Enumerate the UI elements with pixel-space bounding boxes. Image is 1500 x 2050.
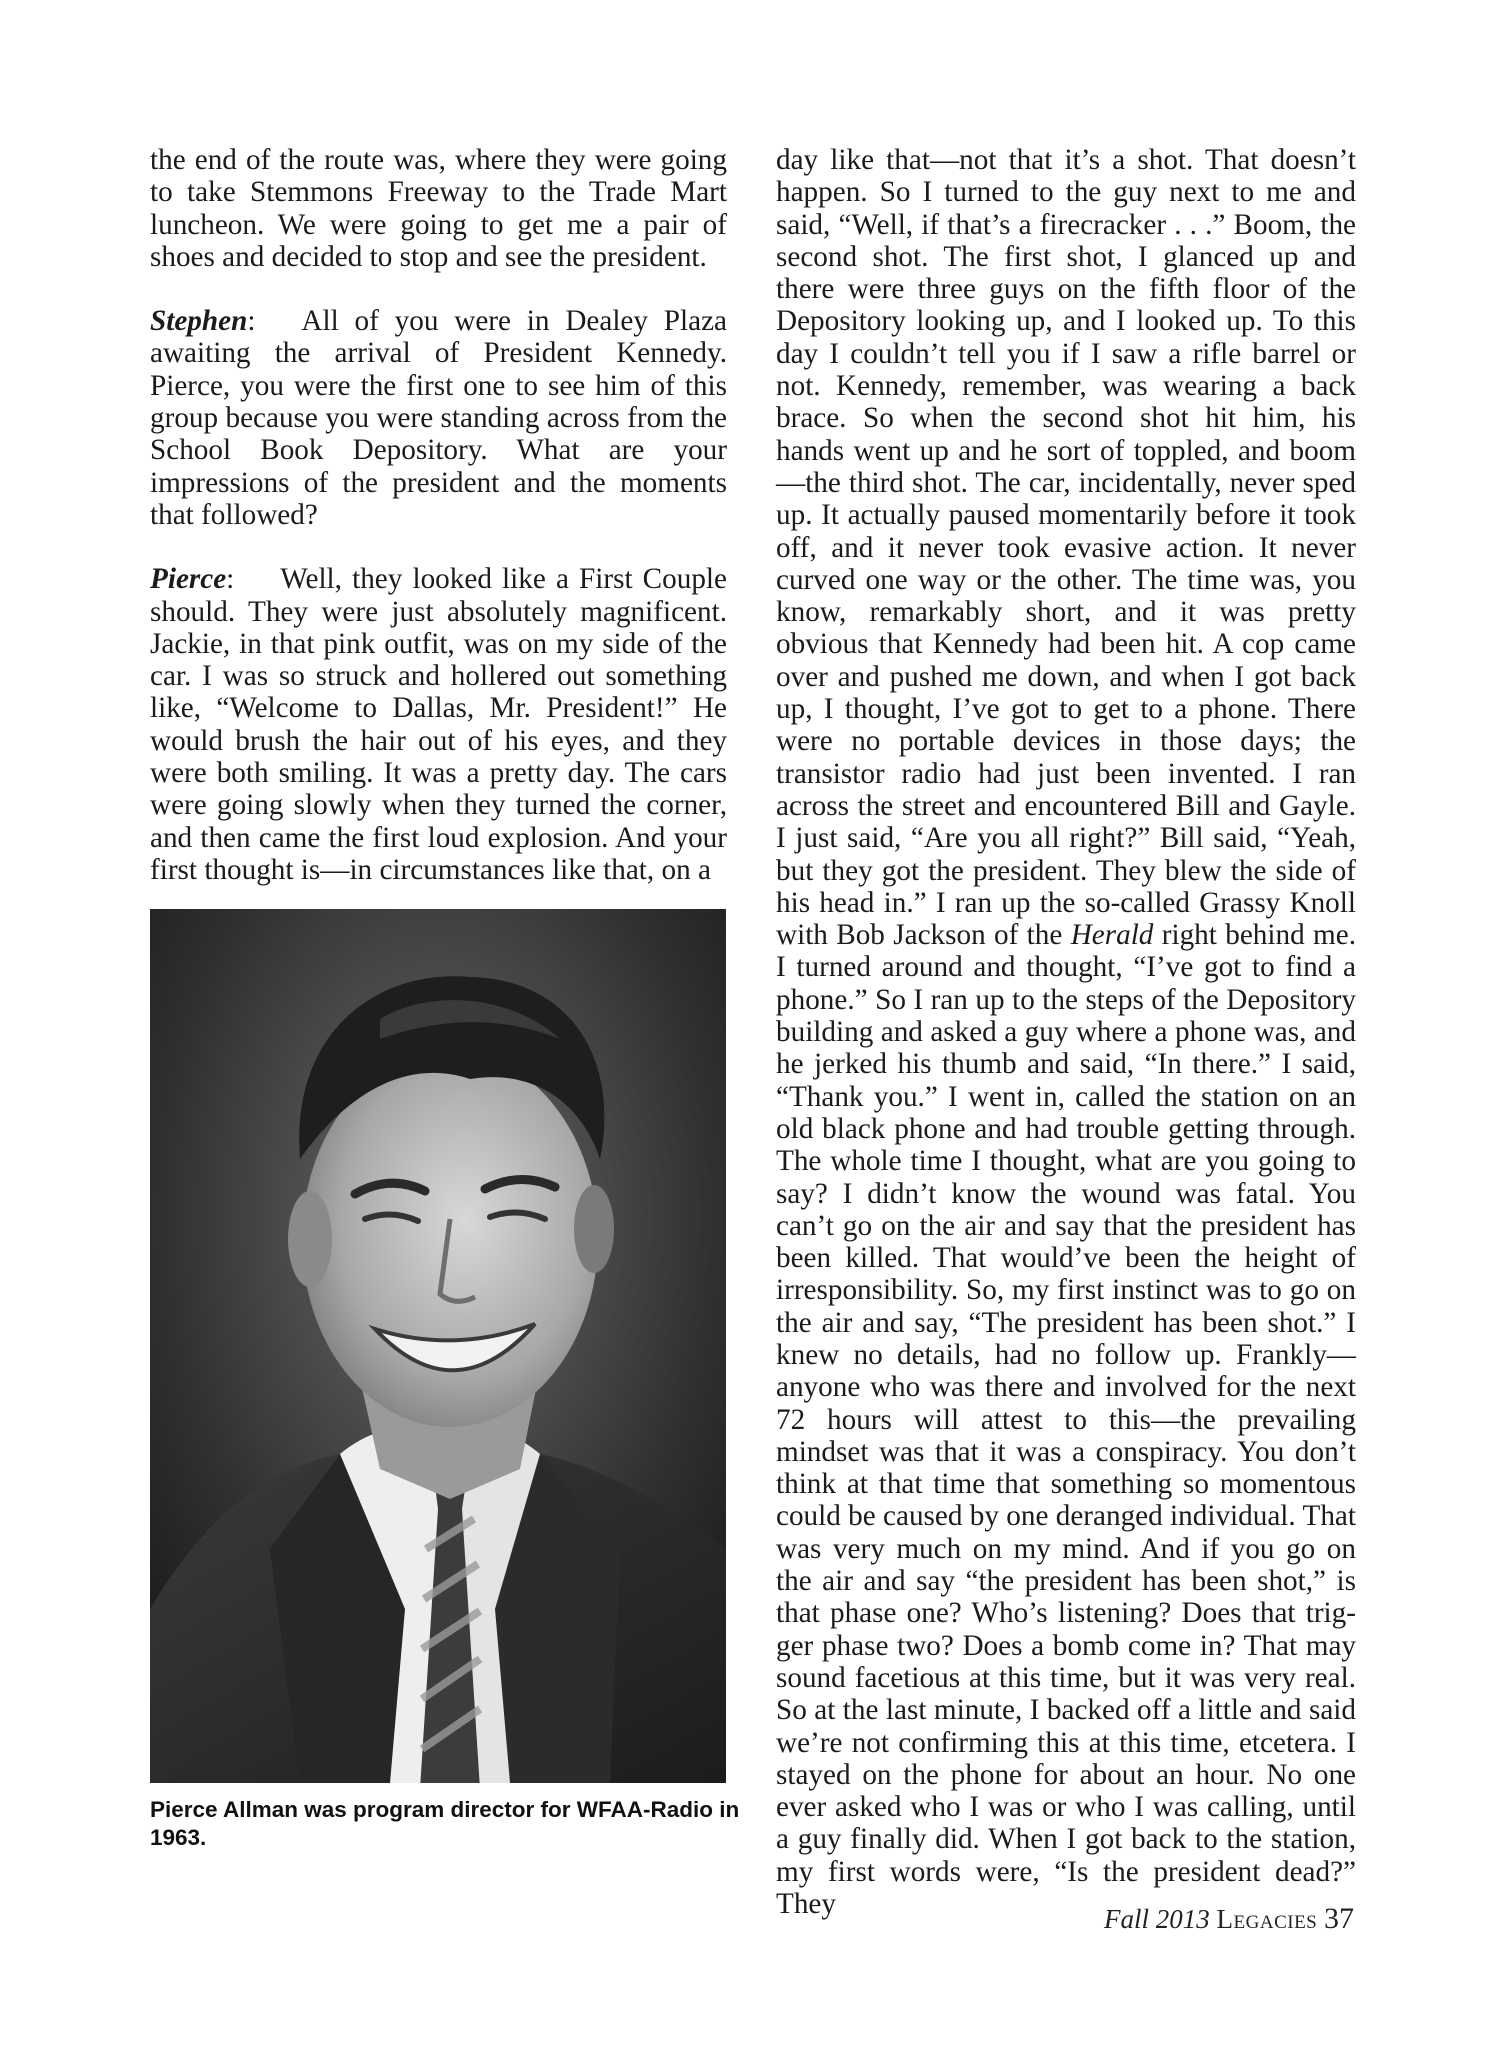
portrait-image — [150, 909, 726, 1783]
right-column — [776, 144, 1356, 1920]
stephen-question: All of you were in Dealey Plaza awaiting the arrival of President Kennedy. Pierce, you were the first one to see him of this group because you were standing across from the School Book Depository. What are your impressions of the president and the moments that followed? — [150, 305, 727, 531]
footer-magazine-name: Legacies — [1216, 1904, 1318, 1934]
speaker-pierce: Pierce — [150, 563, 227, 596]
photo-caption: Pierce Allman was program director for WFAA-Radio in 1963. — [150, 1797, 740, 1850]
herald-italic: Herald — [1070, 919, 1154, 952]
paragraph-pierce-continued — [776, 144, 1356, 1920]
footer-season: Fall 2013 — [1104, 1904, 1210, 1934]
pierce-answer: Well, they looked like a First Couple should. They were just absolutely magnificent. Jackie, in that pink outfit, was on my side of the car. I was so struck and hollered out something like, “Welcome to Dallas, Mr. President!” He would brush the hair out of his eyes, and they were both smiling. It was a pretty day. The cars were going slowly when they turned the corner, and then came the first loud explosion. And your first thought is—in circumstances like that, on a — [150, 563, 727, 886]
speaker-stephen: Stephen — [150, 305, 248, 338]
paragraph-pierce: Pierce: Well, they looked like a First Couple should. They were just absolutely magnificent. Jackie, in that pink outfit, was on my side of the car. I was so struck and hollered out something like, “Welcome to Dallas, Mr. President!” He would brush the hair out of his eyes, and they were both smiling. It was a pretty day. The cars were going slowly when they turned the corner, and then came the first loud explosion. And your first thought is—in circumstances like that, on a — [150, 563, 727, 886]
paragraph-route: the end of the route was, where they were going to take Stemmons Freeway to the Trade Mart luncheon. We were going to get me a pair of shoes and decided to stop and see the president. — [150, 144, 727, 273]
paragraph-stephen: Stephen: All of you were in Dealey Plaza awaiting the arrival of President Kennedy. Pierce, you were the first one to see him of this group because you were standing across from the School Book Depository. What are your impressions of the president and the moments that followed? — [150, 305, 727, 531]
text-after-herald: right behind me. I turned around and thought, “I’ve got to find a phone.” So I ran up to the steps of the Depository building and asked a guy where a phone was, and he jerked his thumb and said, “In there.” I said, “Thank you.” I went in, called the station on an old black phone and had trouble getting through. The whole time I thought, what are you going to say? I didn’t know the wound was fatal. You can’t go on the air and say that the president has been killed. That would’ve been the height of irresponsibility. So, my first instinct was to go on the air and say, “The president has been shot.” I knew no details, had no follow up. Frankly—anyone who was there and involved for the next 72 hours will attest to this—the prevailing mindset was that it was a conspiracy. You don’t think at that time that something so momentous could be caused by one deranged individual. That was very much on my mind. And if you go on the air and say “the president has been shot,” is that phase one? Who’s listening? Does that trigger phase two? Does a bomb come in? That may sound facetious at this time, but it was very real. So at the last minute, I backed off a little and said we’re not confirming this at this time, etcetera. I stayed on the phone for about an hour. No one ever asked who I was or who I was calling, until a guy finally did. When I got back to the station, my first words were, “Is the president dead?” They — [776, 919, 1356, 1921]
page-footer — [1104, 1902, 1354, 1936]
page-number: 37 — [1324, 1902, 1354, 1935]
portrait-photo — [150, 909, 726, 1783]
text-before-herald: day like that—not that it’s a shot. That doesn’t happen. So I turned to the guy next to me and said, “Well, if that’s a firecracker . . .” Boom, the second shot. The first shot, I glanced up and there were three guys on the fifth floor of the Depository looking up, and I looked up. To this day I couldn’t tell you if I saw a rifle barrel or not. Kennedy, remember, was wearing a back brace. So when the second shot hit him, his hands went up and he sort of toppled, and boom—the third shot. The car, incidentally, never sped up. It actually paused momentarily before it took off, and it never took evasive action. It never curved one way or the other. The time was, you know, remarkably short, and it was pretty obvious that Kennedy had been hit. A cop came over and pushed me down, and when I got back up, I thought, I’ve got to get to a phone. There were no portable devices in those days; the transistor radio had just been invented. I ran across the street and encountered Bill and Gayle. I just said, “Are you all right?” Bill said, “Yeah, but they got the president. They blew the side of his head in.” I ran up the so-called Grassy Knoll with Bob Jackson of the — [776, 144, 1356, 952]
left-column — [150, 144, 727, 886]
